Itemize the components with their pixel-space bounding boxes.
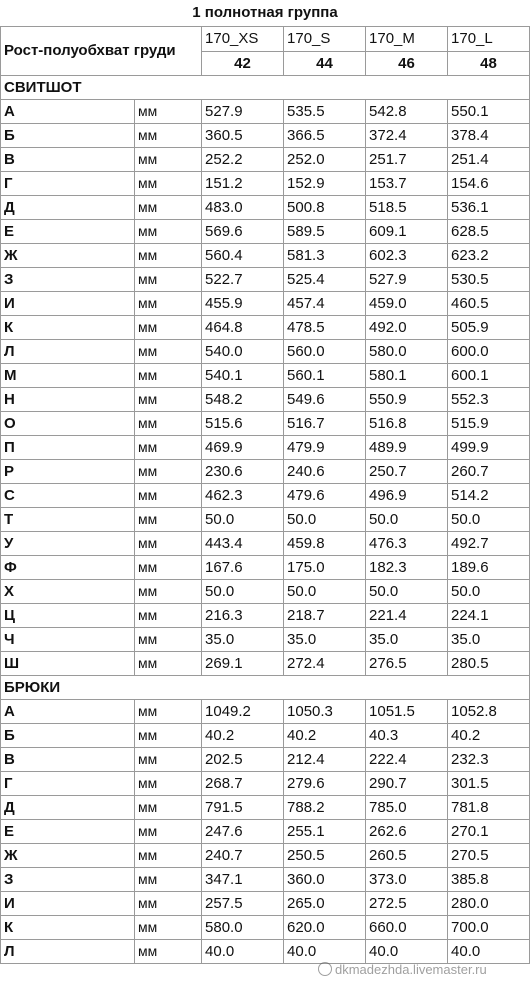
value-cell: 600.1 bbox=[448, 364, 530, 388]
table-row bbox=[1, 556, 530, 580]
table-row bbox=[1, 460, 530, 484]
measurement-letter: П bbox=[1, 436, 135, 460]
table-row bbox=[1, 940, 530, 964]
unit-cell: мм bbox=[135, 220, 202, 244]
value-cell: 550.1 bbox=[448, 100, 530, 124]
table-row bbox=[1, 796, 530, 820]
value-cell: 552.3 bbox=[448, 388, 530, 412]
measurement-letter: И bbox=[1, 892, 135, 916]
table-row bbox=[1, 268, 530, 292]
value-cell: 788.2 bbox=[284, 796, 366, 820]
value-cell: 580.1 bbox=[366, 364, 448, 388]
value-cell: 252.2 bbox=[202, 148, 284, 172]
measurement-letter: Б bbox=[1, 124, 135, 148]
table-row bbox=[1, 100, 530, 124]
value-cell: 700.0 bbox=[448, 916, 530, 940]
measurement-letter: З bbox=[1, 268, 135, 292]
table-row bbox=[1, 244, 530, 268]
value-cell: 459.8 bbox=[284, 532, 366, 556]
table-row bbox=[1, 916, 530, 940]
unit-cell: мм bbox=[135, 484, 202, 508]
chest-size: 46 bbox=[366, 52, 448, 76]
value-cell: 492.7 bbox=[448, 532, 530, 556]
value-cell: 50.0 bbox=[284, 580, 366, 604]
value-cell: 272.4 bbox=[284, 652, 366, 676]
header-row-sizes bbox=[1, 27, 530, 52]
value-cell: 269.1 bbox=[202, 652, 284, 676]
measurement-letter: С bbox=[1, 484, 135, 508]
measurement-letter: Г bbox=[1, 172, 135, 196]
value-cell: 457.4 bbox=[284, 292, 366, 316]
value-cell: 536.1 bbox=[448, 196, 530, 220]
watermark-text: dkmadezhda.livemaster.ru bbox=[335, 962, 487, 977]
value-cell: 50.0 bbox=[202, 580, 284, 604]
value-cell: 781.8 bbox=[448, 796, 530, 820]
value-cell: 464.8 bbox=[202, 316, 284, 340]
value-cell: 260.7 bbox=[448, 460, 530, 484]
value-cell: 221.4 bbox=[366, 604, 448, 628]
table-row bbox=[1, 580, 530, 604]
value-cell: 628.5 bbox=[448, 220, 530, 244]
value-cell: 378.4 bbox=[448, 124, 530, 148]
table-row bbox=[1, 628, 530, 652]
value-cell: 479.6 bbox=[284, 484, 366, 508]
table-row bbox=[1, 868, 530, 892]
measurement-letter: Р bbox=[1, 460, 135, 484]
table-title: 1 полнотная группа bbox=[192, 4, 338, 21]
unit-cell: мм bbox=[135, 652, 202, 676]
value-cell: 505.9 bbox=[448, 316, 530, 340]
unit-cell: мм bbox=[135, 796, 202, 820]
unit-cell: мм bbox=[135, 460, 202, 484]
unit-cell: мм bbox=[135, 508, 202, 532]
value-cell: 489.9 bbox=[366, 436, 448, 460]
value-cell: 602.3 bbox=[366, 244, 448, 268]
value-cell: 1052.8 bbox=[448, 700, 530, 724]
table-row bbox=[1, 364, 530, 388]
value-cell: 530.5 bbox=[448, 268, 530, 292]
measurement-letter: Т bbox=[1, 508, 135, 532]
measurement-letter: Д bbox=[1, 196, 135, 220]
size-label: 170_L bbox=[448, 27, 530, 52]
value-cell: 35.0 bbox=[366, 628, 448, 652]
value-cell: 218.7 bbox=[284, 604, 366, 628]
measurement-letter: А bbox=[1, 100, 135, 124]
value-cell: 182.3 bbox=[366, 556, 448, 580]
value-cell: 569.6 bbox=[202, 220, 284, 244]
measurement-letter: Д bbox=[1, 796, 135, 820]
measurement-letter: О bbox=[1, 412, 135, 436]
value-cell: 492.0 bbox=[366, 316, 448, 340]
unit-cell: мм bbox=[135, 412, 202, 436]
size-label: 170_M bbox=[366, 27, 448, 52]
table-row bbox=[1, 340, 530, 364]
value-cell: 232.3 bbox=[448, 748, 530, 772]
section-title: СВИТШОТ bbox=[1, 76, 530, 100]
section-header-row bbox=[1, 676, 530, 700]
value-cell: 40.0 bbox=[284, 940, 366, 964]
value-cell: 550.9 bbox=[366, 388, 448, 412]
unit-cell: мм bbox=[135, 940, 202, 964]
value-cell: 1051.5 bbox=[366, 700, 448, 724]
value-cell: 50.0 bbox=[284, 508, 366, 532]
table-row bbox=[1, 292, 530, 316]
value-cell: 483.0 bbox=[202, 196, 284, 220]
value-cell: 540.0 bbox=[202, 340, 284, 364]
measurement-letter: Ч bbox=[1, 628, 135, 652]
watermark bbox=[318, 962, 487, 977]
value-cell: 479.9 bbox=[284, 436, 366, 460]
table-row bbox=[1, 748, 530, 772]
value-cell: 580.0 bbox=[366, 340, 448, 364]
table-row bbox=[1, 412, 530, 436]
value-cell: 35.0 bbox=[448, 628, 530, 652]
unit-cell: мм bbox=[135, 820, 202, 844]
measurement-letter: Г bbox=[1, 772, 135, 796]
value-cell: 35.0 bbox=[202, 628, 284, 652]
table-row bbox=[1, 604, 530, 628]
value-cell: 151.2 bbox=[202, 172, 284, 196]
measurement-letter: А bbox=[1, 700, 135, 724]
table-row bbox=[1, 532, 530, 556]
value-cell: 272.5 bbox=[366, 892, 448, 916]
value-cell: 154.6 bbox=[448, 172, 530, 196]
value-cell: 40.2 bbox=[284, 724, 366, 748]
unit-cell: мм bbox=[135, 748, 202, 772]
value-cell: 230.6 bbox=[202, 460, 284, 484]
table-row bbox=[1, 124, 530, 148]
value-cell: 167.6 bbox=[202, 556, 284, 580]
unit-cell: мм bbox=[135, 628, 202, 652]
value-cell: 1050.3 bbox=[284, 700, 366, 724]
unit-cell: мм bbox=[135, 340, 202, 364]
measurement-letter: В bbox=[1, 148, 135, 172]
value-cell: 50.0 bbox=[366, 580, 448, 604]
value-cell: 516.7 bbox=[284, 412, 366, 436]
value-cell: 247.6 bbox=[202, 820, 284, 844]
unit-cell: мм bbox=[135, 868, 202, 892]
table-row bbox=[1, 724, 530, 748]
value-cell: 460.5 bbox=[448, 292, 530, 316]
value-cell: 50.0 bbox=[202, 508, 284, 532]
value-cell: 212.4 bbox=[284, 748, 366, 772]
unit-cell: мм bbox=[135, 316, 202, 340]
value-cell: 279.6 bbox=[284, 772, 366, 796]
measurement-letter: К bbox=[1, 316, 135, 340]
value-cell: 250.5 bbox=[284, 844, 366, 868]
value-cell: 548.2 bbox=[202, 388, 284, 412]
unit-cell: мм bbox=[135, 292, 202, 316]
value-cell: 609.1 bbox=[366, 220, 448, 244]
header-label: Рост-полуобхват груди bbox=[1, 27, 202, 76]
value-cell: 372.4 bbox=[366, 124, 448, 148]
unit-cell: мм bbox=[135, 172, 202, 196]
unit-cell: мм bbox=[135, 388, 202, 412]
value-cell: 385.8 bbox=[448, 868, 530, 892]
value-cell: 152.9 bbox=[284, 172, 366, 196]
value-cell: 222.4 bbox=[366, 748, 448, 772]
unit-cell: мм bbox=[135, 124, 202, 148]
value-cell: 189.6 bbox=[448, 556, 530, 580]
table-row bbox=[1, 844, 530, 868]
value-cell: 40.2 bbox=[202, 724, 284, 748]
value-cell: 301.5 bbox=[448, 772, 530, 796]
table-row bbox=[1, 316, 530, 340]
unit-cell: мм bbox=[135, 844, 202, 868]
value-cell: 476.3 bbox=[366, 532, 448, 556]
table-row bbox=[1, 220, 530, 244]
value-cell: 542.8 bbox=[366, 100, 448, 124]
table-row bbox=[1, 508, 530, 532]
value-cell: 581.3 bbox=[284, 244, 366, 268]
value-cell: 276.5 bbox=[366, 652, 448, 676]
value-cell: 527.9 bbox=[202, 100, 284, 124]
value-cell: 347.1 bbox=[202, 868, 284, 892]
table-row bbox=[1, 892, 530, 916]
value-cell: 260.5 bbox=[366, 844, 448, 868]
chest-size: 44 bbox=[284, 52, 366, 76]
value-cell: 257.5 bbox=[202, 892, 284, 916]
table-row bbox=[1, 700, 530, 724]
table-row bbox=[1, 148, 530, 172]
value-cell: 202.5 bbox=[202, 748, 284, 772]
measurement-letter: Ш bbox=[1, 652, 135, 676]
section-title: БРЮКИ bbox=[1, 676, 530, 700]
unit-cell: мм bbox=[135, 580, 202, 604]
value-cell: 255.1 bbox=[284, 820, 366, 844]
section-header-row bbox=[1, 76, 530, 100]
measurement-letter: Е bbox=[1, 220, 135, 244]
value-cell: 500.8 bbox=[284, 196, 366, 220]
value-cell: 496.9 bbox=[366, 484, 448, 508]
value-cell: 40.0 bbox=[202, 940, 284, 964]
value-cell: 580.0 bbox=[202, 916, 284, 940]
value-cell: 153.7 bbox=[366, 172, 448, 196]
measurement-letter: Е bbox=[1, 820, 135, 844]
value-cell: 373.0 bbox=[366, 868, 448, 892]
value-cell: 280.5 bbox=[448, 652, 530, 676]
measurement-letter: В bbox=[1, 748, 135, 772]
value-cell: 1049.2 bbox=[202, 700, 284, 724]
table-row bbox=[1, 436, 530, 460]
measurement-letter: Х bbox=[1, 580, 135, 604]
value-cell: 600.0 bbox=[448, 340, 530, 364]
chest-size: 48 bbox=[448, 52, 530, 76]
value-cell: 478.5 bbox=[284, 316, 366, 340]
table-row bbox=[1, 172, 530, 196]
unit-cell: мм bbox=[135, 100, 202, 124]
unit-cell: мм bbox=[135, 700, 202, 724]
measurement-letter: Ж bbox=[1, 244, 135, 268]
measurement-letter: М bbox=[1, 364, 135, 388]
value-cell: 360.0 bbox=[284, 868, 366, 892]
value-cell: 535.5 bbox=[284, 100, 366, 124]
value-cell: 280.0 bbox=[448, 892, 530, 916]
value-cell: 459.0 bbox=[366, 292, 448, 316]
measurement-letter: Б bbox=[1, 724, 135, 748]
value-cell: 262.6 bbox=[366, 820, 448, 844]
unit-cell: мм bbox=[135, 148, 202, 172]
unit-cell: мм bbox=[135, 916, 202, 940]
unit-cell: мм bbox=[135, 604, 202, 628]
value-cell: 620.0 bbox=[284, 916, 366, 940]
unit-cell: мм bbox=[135, 268, 202, 292]
value-cell: 499.9 bbox=[448, 436, 530, 460]
measurement-letter: И bbox=[1, 292, 135, 316]
table-row bbox=[1, 820, 530, 844]
value-cell: 251.4 bbox=[448, 148, 530, 172]
value-cell: 560.1 bbox=[284, 364, 366, 388]
unit-cell: мм bbox=[135, 364, 202, 388]
measurement-letter: Ж bbox=[1, 844, 135, 868]
value-cell: 560.4 bbox=[202, 244, 284, 268]
value-cell: 366.5 bbox=[284, 124, 366, 148]
value-cell: 515.6 bbox=[202, 412, 284, 436]
value-cell: 224.1 bbox=[448, 604, 530, 628]
table-row bbox=[1, 196, 530, 220]
value-cell: 50.0 bbox=[448, 508, 530, 532]
size-chart-table bbox=[0, 26, 530, 964]
size-label: 170_S bbox=[284, 27, 366, 52]
value-cell: 290.7 bbox=[366, 772, 448, 796]
measurement-letter: К bbox=[1, 916, 135, 940]
value-cell: 360.5 bbox=[202, 124, 284, 148]
table-row bbox=[1, 484, 530, 508]
value-cell: 270.5 bbox=[448, 844, 530, 868]
value-cell: 518.5 bbox=[366, 196, 448, 220]
unit-cell: мм bbox=[135, 892, 202, 916]
value-cell: 791.5 bbox=[202, 796, 284, 820]
size-chart-body bbox=[1, 27, 530, 964]
watermark-logo-icon bbox=[318, 962, 332, 976]
value-cell: 265.0 bbox=[284, 892, 366, 916]
value-cell: 35.0 bbox=[284, 628, 366, 652]
value-cell: 525.4 bbox=[284, 268, 366, 292]
unit-cell: мм bbox=[135, 436, 202, 460]
measurement-letter: З bbox=[1, 868, 135, 892]
unit-cell: мм bbox=[135, 556, 202, 580]
value-cell: 175.0 bbox=[284, 556, 366, 580]
value-cell: 40.0 bbox=[448, 940, 530, 964]
value-cell: 540.1 bbox=[202, 364, 284, 388]
value-cell: 40.2 bbox=[448, 724, 530, 748]
unit-cell: мм bbox=[135, 244, 202, 268]
value-cell: 560.0 bbox=[284, 340, 366, 364]
value-cell: 527.9 bbox=[366, 268, 448, 292]
value-cell: 514.2 bbox=[448, 484, 530, 508]
value-cell: 549.6 bbox=[284, 388, 366, 412]
value-cell: 50.0 bbox=[366, 508, 448, 532]
table-row bbox=[1, 772, 530, 796]
measurement-letter: У bbox=[1, 532, 135, 556]
value-cell: 785.0 bbox=[366, 796, 448, 820]
value-cell: 516.8 bbox=[366, 412, 448, 436]
measurement-letter: Л bbox=[1, 940, 135, 964]
unit-cell: мм bbox=[135, 532, 202, 556]
value-cell: 515.9 bbox=[448, 412, 530, 436]
value-cell: 623.2 bbox=[448, 244, 530, 268]
value-cell: 216.3 bbox=[202, 604, 284, 628]
value-cell: 240.6 bbox=[284, 460, 366, 484]
measurement-letter: Н bbox=[1, 388, 135, 412]
value-cell: 252.0 bbox=[284, 148, 366, 172]
value-cell: 50.0 bbox=[448, 580, 530, 604]
unit-cell: мм bbox=[135, 772, 202, 796]
chest-size: 42 bbox=[202, 52, 284, 76]
measurement-letter: Ф bbox=[1, 556, 135, 580]
size-label: 170_XS bbox=[202, 27, 284, 52]
table-row bbox=[1, 388, 530, 412]
value-cell: 455.9 bbox=[202, 292, 284, 316]
value-cell: 240.7 bbox=[202, 844, 284, 868]
value-cell: 251.7 bbox=[366, 148, 448, 172]
value-cell: 270.1 bbox=[448, 820, 530, 844]
measurement-letter: Ц bbox=[1, 604, 135, 628]
value-cell: 660.0 bbox=[366, 916, 448, 940]
value-cell: 462.3 bbox=[202, 484, 284, 508]
value-cell: 40.3 bbox=[366, 724, 448, 748]
value-cell: 443.4 bbox=[202, 532, 284, 556]
unit-cell: мм bbox=[135, 724, 202, 748]
table-row bbox=[1, 652, 530, 676]
value-cell: 268.7 bbox=[202, 772, 284, 796]
measurement-letter: Л bbox=[1, 340, 135, 364]
value-cell: 250.7 bbox=[366, 460, 448, 484]
unit-cell: мм bbox=[135, 196, 202, 220]
value-cell: 522.7 bbox=[202, 268, 284, 292]
value-cell: 469.9 bbox=[202, 436, 284, 460]
value-cell: 40.0 bbox=[366, 940, 448, 964]
value-cell: 589.5 bbox=[284, 220, 366, 244]
